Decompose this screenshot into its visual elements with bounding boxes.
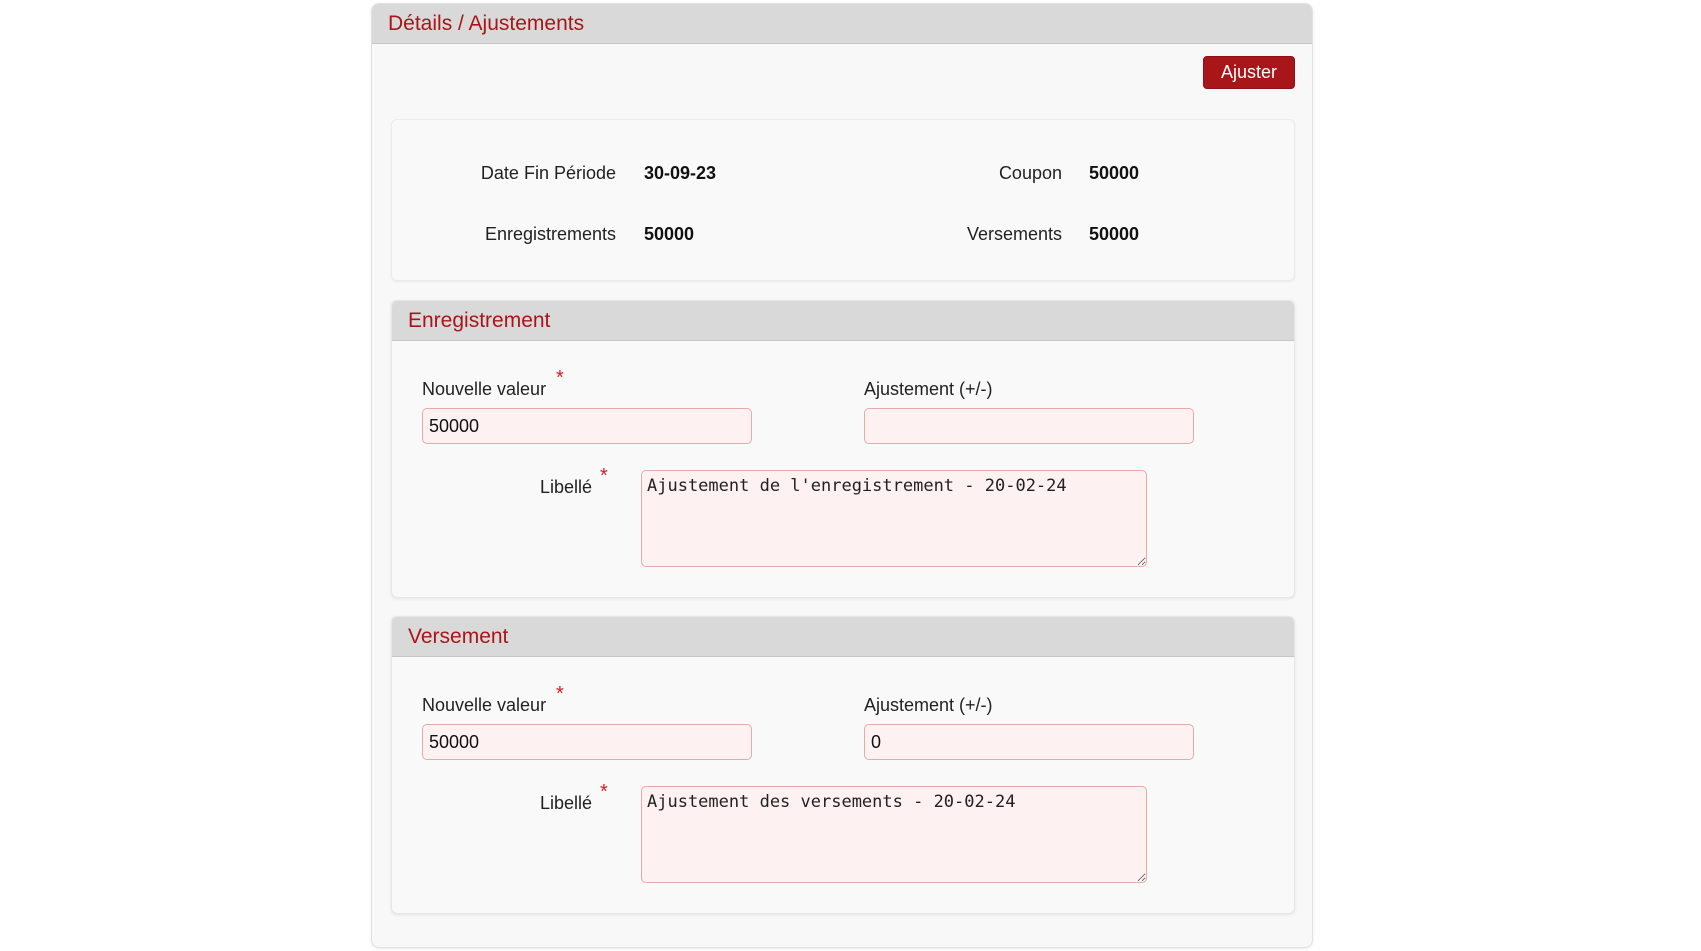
date-fin-periode-value: 30-09-23 [644, 163, 717, 183]
required-marker: * [600, 465, 608, 487]
versement-libelle-label: Libellé [540, 793, 593, 813]
versement-title: Versement [408, 624, 509, 648]
versements-value: 50000 [1089, 224, 1140, 244]
enregistrement-header [392, 301, 1294, 341]
versement-section [391, 616, 1295, 914]
enregistrement-title: Enregistrement [408, 308, 551, 332]
panel-header [372, 4, 1312, 44]
versement-header [392, 617, 1294, 657]
enregistrements-value: 50000 [644, 224, 695, 244]
panel-title: Détails / Ajustements [388, 11, 585, 35]
summary-card [391, 119, 1295, 281]
versement-nouvelle-valeur-label: Nouvelle valeur [422, 695, 547, 715]
coupon-label: Coupon [998, 163, 1062, 183]
versements-label: Versements [966, 224, 1062, 244]
details-ajustements-panel [371, 3, 1313, 948]
versement-ajustement-label: Ajustement (+/-) [864, 695, 993, 715]
enregistrement-nouvelle-valeur-input[interactable] [422, 408, 752, 444]
versement-nouvelle-valeur-input[interactable] [422, 724, 752, 760]
required-marker: * [556, 683, 564, 705]
coupon-value: 50000 [1089, 163, 1140, 183]
enregistrements-label: Enregistrements [484, 224, 616, 244]
enregistrement-ajustement-label: Ajustement (+/-) [864, 379, 993, 399]
enregistrement-libelle-textarea[interactable] [641, 470, 1147, 567]
required-marker: * [556, 367, 564, 389]
versement-libelle-textarea[interactable] [641, 786, 1147, 883]
date-fin-periode-label: Date Fin Période [480, 163, 616, 183]
enregistrement-nouvelle-valeur-label: Nouvelle valeur [422, 379, 547, 399]
enregistrement-ajustement-input[interactable] [864, 408, 1194, 444]
ajuster-button[interactable]: Ajuster [1203, 56, 1295, 89]
versement-ajustement-input[interactable] [864, 724, 1194, 760]
required-marker: * [600, 781, 608, 803]
enregistrement-libelle-label: Libellé [540, 477, 593, 497]
enregistrement-section [391, 300, 1295, 598]
